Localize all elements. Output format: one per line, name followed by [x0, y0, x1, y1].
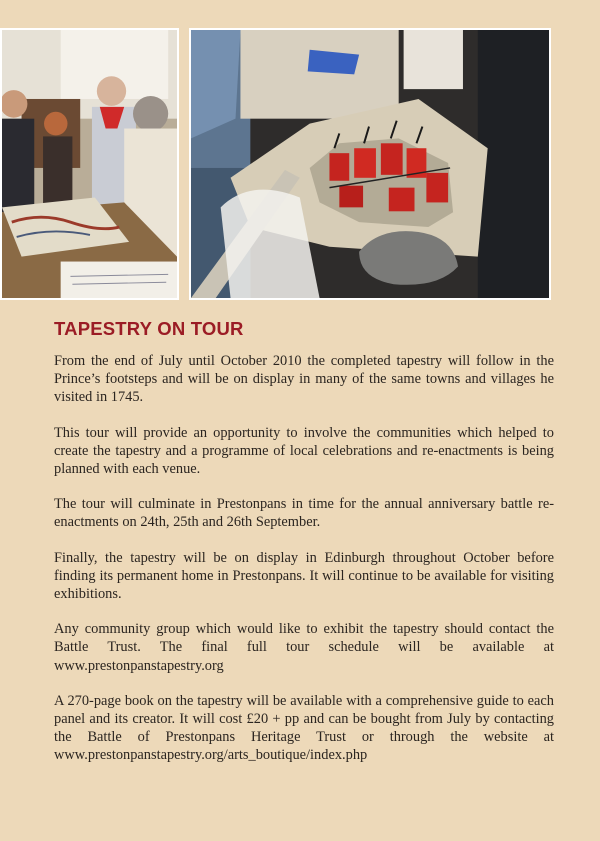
tapestry-panel-closeup-photo [189, 28, 551, 300]
article-heading: TAPESTRY ON TOUR [54, 318, 244, 339]
group-viewing-tapestry-photo [0, 28, 179, 300]
article [54, 318, 554, 782]
paragraph-edinburgh: Finally, the tapestry will be on display in Edinburgh throughout October before finding its permanent home in Prestonpans. It will continue to be available for visiting exhibitions. [54, 549, 554, 603]
paragraph-culmination: The tour will culminate in Prestonpans in time for the annual anniversary battle re-enactments on 24th, 25th and 26th September. [54, 496, 554, 531]
paragraph-community-groups: Any community group which would like to exhibit the tapestry should contact the Battle Trust. The final full tour schedule will be available at www.prestonpanstapestry.org [54, 621, 554, 674]
paragraph-tour-dates: From the end of July until October 2010 the completed tapestry will follow in the Prince’s footsteps and will be on display in many of the same towns and villages he visited in 1745. [54, 353, 554, 406]
paragraph-book: A 270-page book on the tapestry will be available with a comprehensive guide to each panel and its creator. It will cost £20 + pp and can be bought from July by contacting the Battle of Prestonpans Heritage Trust or through the website at www.prestonpanstapestry.org/arts_boutique/index.php [54, 692, 554, 764]
paragraph-communities: This tour will provide an opportunity to involve the communities which helped to create the tapestry and a programme of local celebrations and re-enactments is being planned with each venue. [54, 424, 554, 478]
